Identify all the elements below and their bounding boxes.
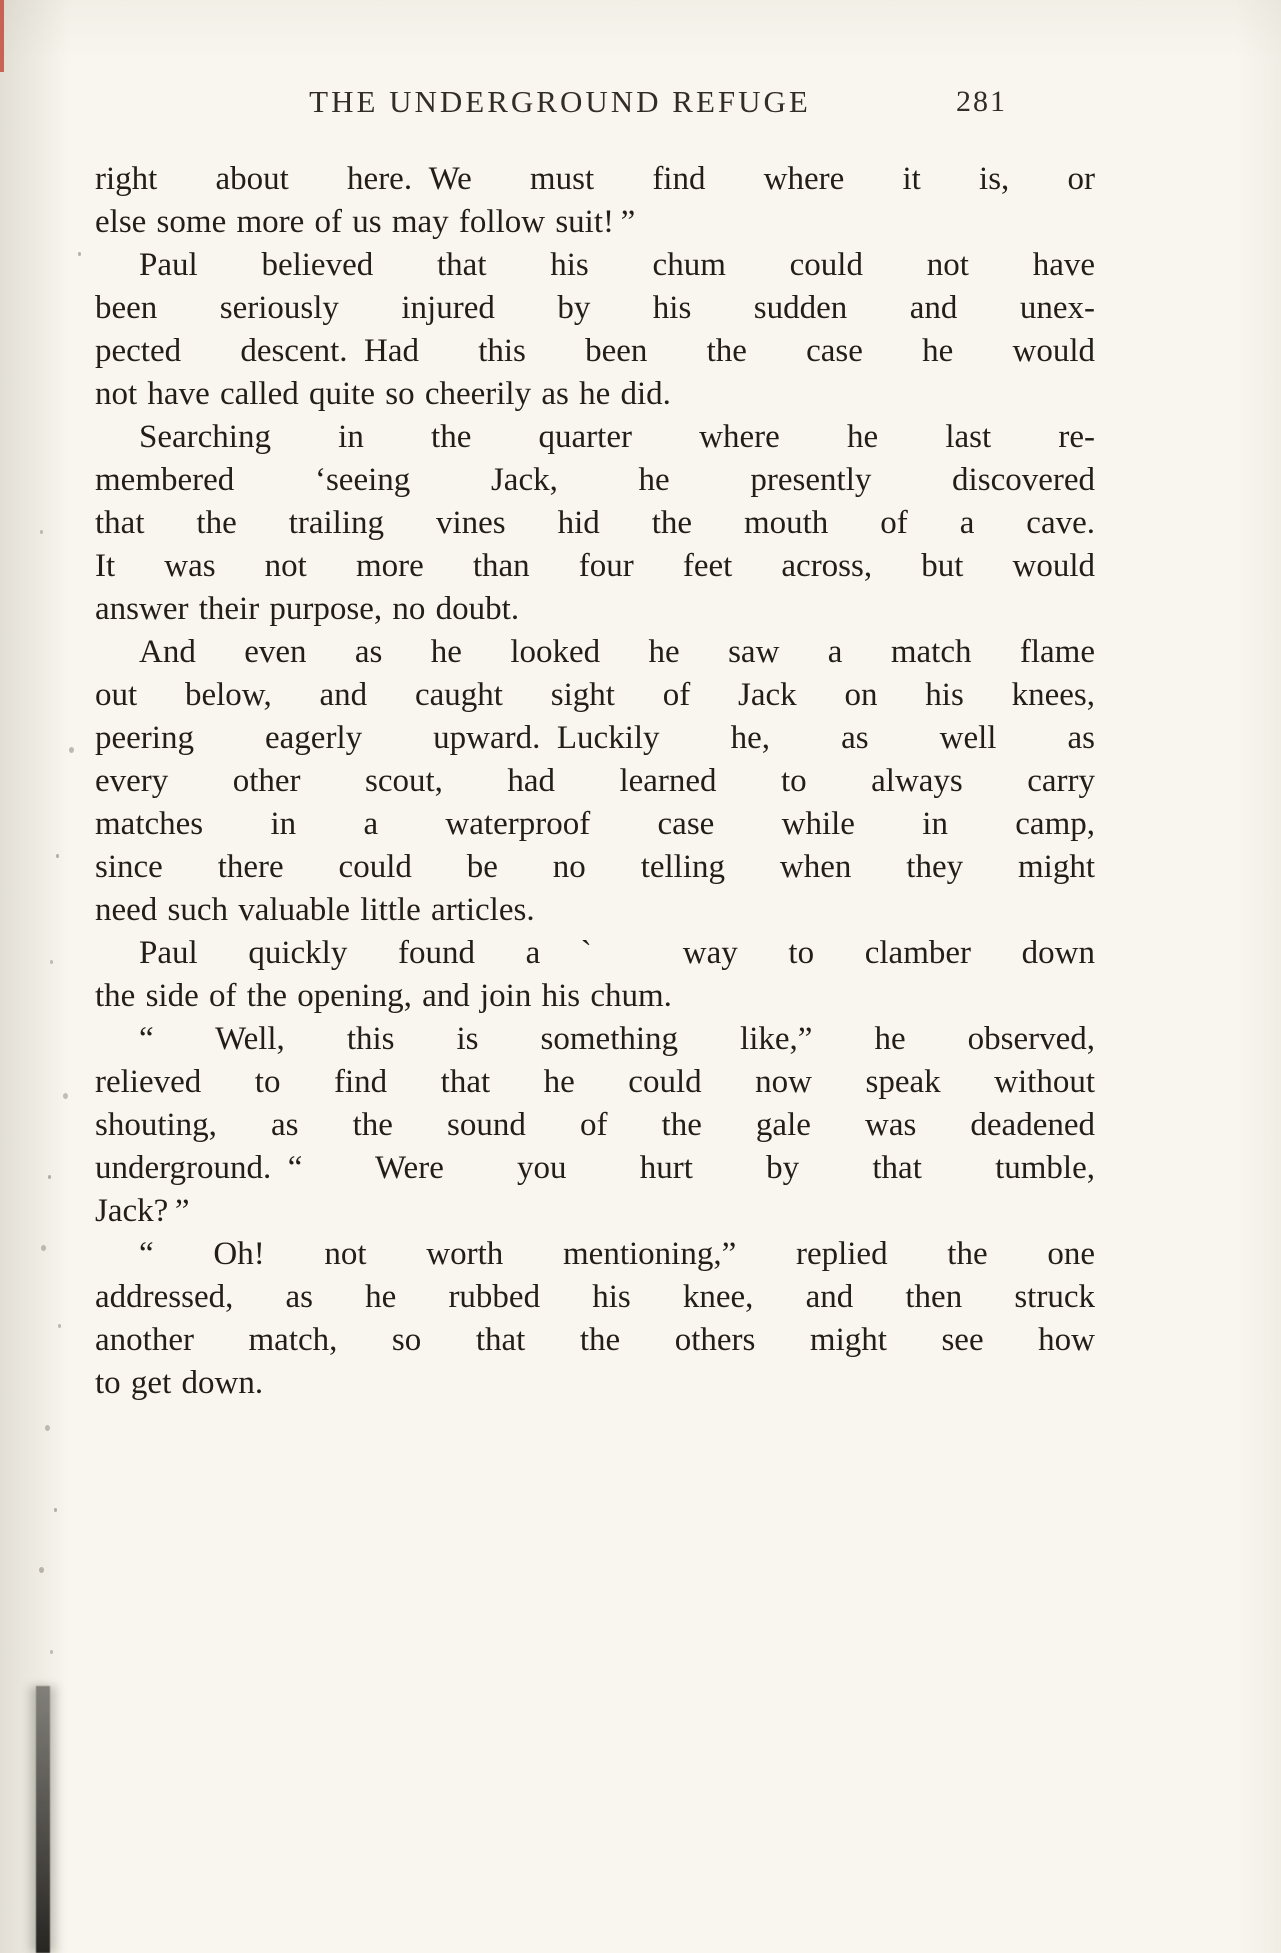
page-body [95, 158, 1095, 1405]
paragraph [95, 158, 1095, 244]
text-line: underground. “ Were you hurt by that tumble, [95, 1150, 1095, 1186]
paragraph [95, 1018, 1095, 1233]
text-line: need such valuable little articles. [95, 892, 535, 928]
paragraph [95, 244, 1095, 416]
paragraph [95, 932, 1095, 1018]
text-line: membered ʻseeing Jack, he presently discovered [95, 462, 1095, 498]
text-line: shouting, as the sound of the gale was deadened [95, 1107, 1095, 1143]
paragraph [95, 416, 1095, 631]
text-line: Jack? ” [95, 1193, 190, 1229]
text-line: Paul quickly found aˋ way to clamber down [139, 935, 1095, 971]
text-line: the side of the opening, and join his chum. [95, 978, 672, 1014]
text-line: not have called quite so cheerily as he did. [95, 376, 671, 412]
text-line: pected descent. Had this been the case he would [95, 333, 1095, 369]
text-line: addressed, as he rubbed his knee, and then struck [95, 1279, 1095, 1315]
text-line: Searching in the quarter where he last re- [139, 419, 1095, 455]
text-line: “ Oh! not worth mentioning,” replied the one [139, 1236, 1095, 1272]
text-line: answer their purpose, no doubt. [95, 591, 520, 627]
text-line: “ Well, this is something like,” he observed, [139, 1021, 1095, 1057]
text-line: every other scout, had learned to always carry [95, 763, 1095, 799]
text-line: that the trailing vines hid the mouth of a cave. [95, 505, 1095, 541]
page-number: 281 [956, 85, 1007, 118]
scan-black-strip-artifact [36, 1686, 50, 1953]
page-header [95, 84, 1095, 126]
scan-red-edge-artifact [0, 0, 4, 72]
text-line: Paul believed that his chum could not have [139, 247, 1095, 283]
text-line: since there could be no telling when they might [95, 849, 1095, 885]
text-line: right about here. We must find where it is, or [95, 161, 1095, 197]
text-line: been seriously injured by his sudden and unex- [95, 290, 1095, 326]
running-title: THE UNDERGROUND REFUGE [309, 84, 811, 119]
text-line: It was not more than four feet across, but would [95, 548, 1095, 584]
scan-speckle-artifacts [0, 0, 3, 4]
text-line: peering eagerly upward. Luckily he, as well as [95, 720, 1095, 756]
text-line: relieved to find that he could now speak without [95, 1064, 1095, 1100]
text-line: out below, and caught sight of Jack on his knees, [95, 677, 1095, 713]
text-line: matches in a waterproof case while in camp, [95, 806, 1095, 842]
text-line: And even as he looked he saw a match flame [139, 634, 1095, 670]
text-line: to get down. [95, 1365, 264, 1401]
paragraph [95, 1233, 1095, 1405]
text-line: else some more of us may follow suit! ” [95, 204, 636, 240]
text-line: another match, so that the others might see how [95, 1322, 1095, 1358]
paragraph [95, 631, 1095, 932]
